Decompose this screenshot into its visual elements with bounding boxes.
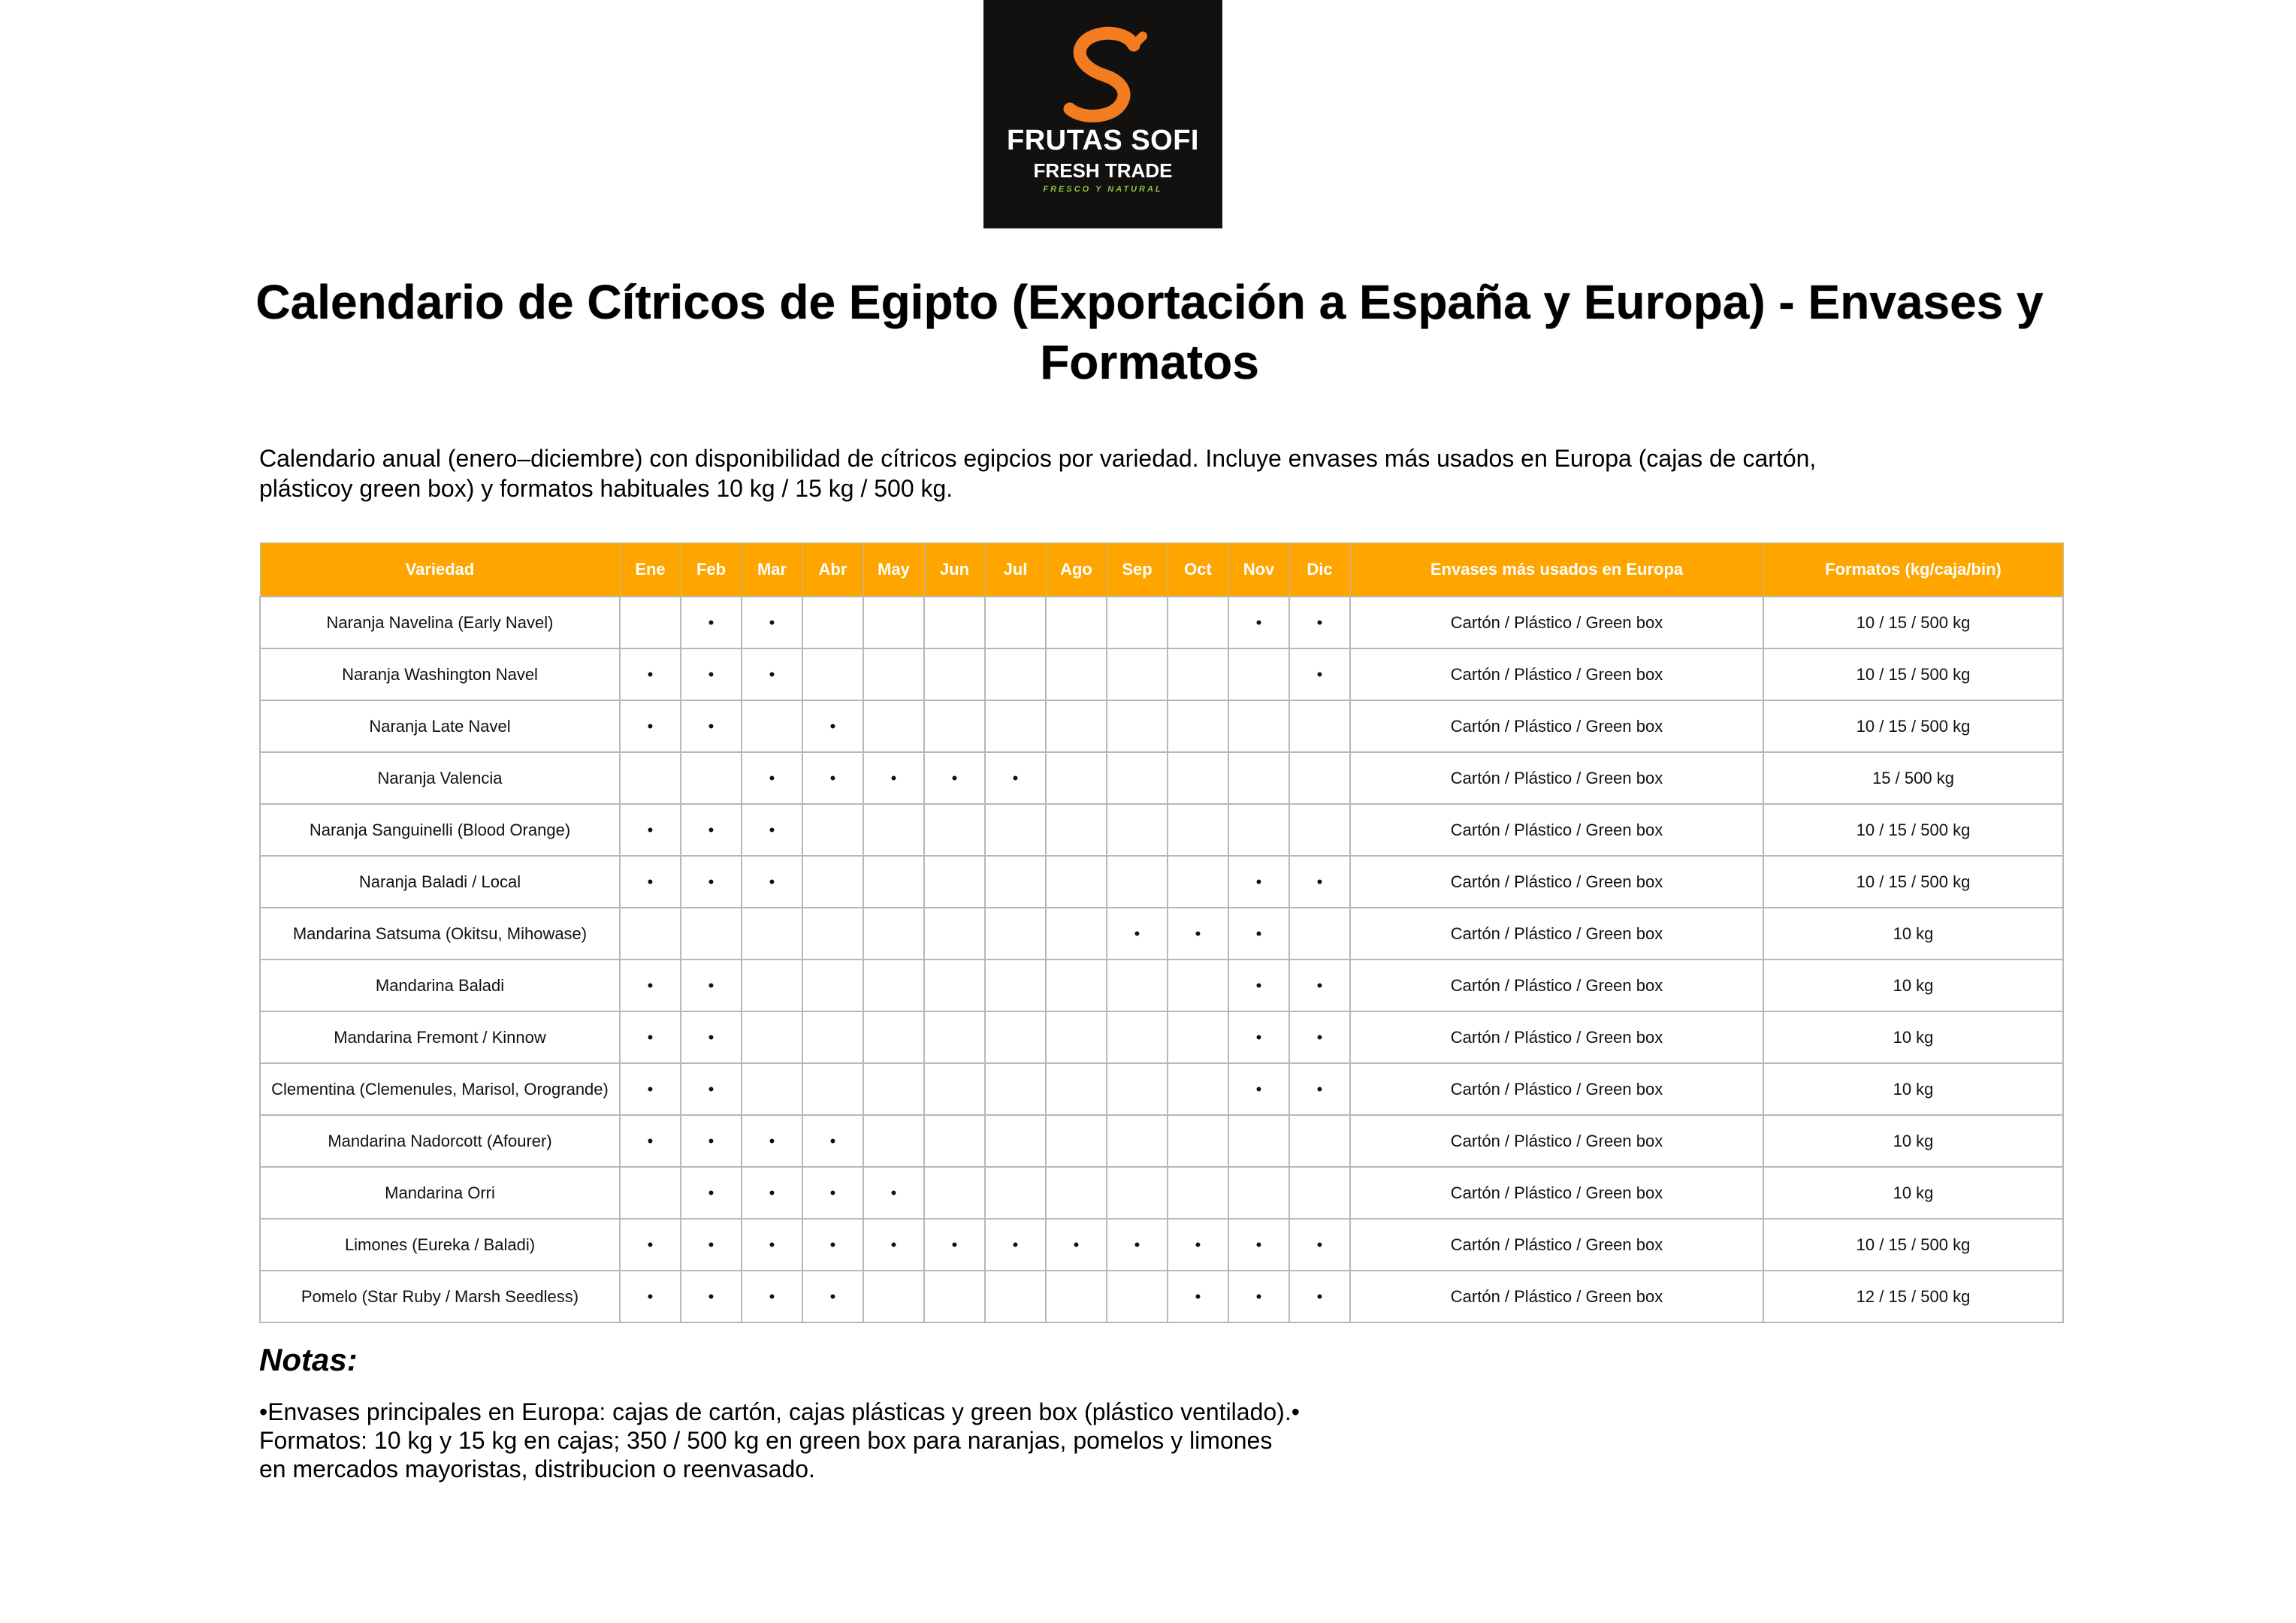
table-row — [260, 700, 2063, 752]
month-cell — [1107, 804, 1168, 856]
month-cell: • — [1289, 1011, 1350, 1063]
month-cell: • — [924, 1219, 985, 1271]
header-month: Ago — [1046, 543, 1107, 597]
month-cell — [802, 804, 863, 856]
month-cell — [1107, 960, 1168, 1011]
packaging-cell: Cartón / Plástico / Green box — [1350, 856, 1763, 908]
company-logo — [983, 0, 1222, 228]
month-cell: • — [620, 1219, 681, 1271]
month-cell: • — [1107, 908, 1168, 960]
month-cell — [985, 960, 1046, 1011]
month-cell — [802, 856, 863, 908]
month-cell — [1046, 908, 1107, 960]
header-variety: Variedad — [260, 543, 620, 597]
month-cell: • — [1228, 1011, 1289, 1063]
notes-body — [259, 1398, 1401, 1483]
packaging-cell: Cartón / Plástico / Green box — [1350, 1063, 1763, 1115]
header-month: Feb — [681, 543, 742, 597]
header-month: Jun — [924, 543, 985, 597]
month-cell: • — [985, 752, 1046, 804]
formats-cell: 10 / 15 / 500 kg — [1763, 1219, 2063, 1271]
header-month: Oct — [1168, 543, 1228, 597]
month-cell — [742, 908, 802, 960]
month-cell — [985, 700, 1046, 752]
formats-cell: 10 / 15 / 500 kg — [1763, 648, 2063, 700]
month-cell — [1046, 804, 1107, 856]
table-row — [260, 597, 2063, 648]
month-cell: • — [681, 1115, 742, 1167]
month-cell — [1289, 700, 1350, 752]
month-cell: • — [620, 648, 681, 700]
month-cell — [620, 752, 681, 804]
month-cell: • — [924, 752, 985, 804]
notes-line: en mercados mayoristas, distribucion o reenvasado. — [259, 1455, 815, 1482]
month-cell — [985, 1271, 1046, 1322]
table-row — [260, 908, 2063, 960]
month-cell: • — [1168, 1219, 1228, 1271]
citrus-calendar-table — [259, 543, 2064, 1323]
month-cell: • — [1289, 1063, 1350, 1115]
month-cell — [924, 1271, 985, 1322]
variety-cell: Mandarina Satsuma (Okitsu, Mihowase) — [260, 908, 620, 960]
variety-cell: Clementina (Clemenules, Marisol, Orogrande) — [260, 1063, 620, 1115]
month-cell: • — [620, 1063, 681, 1115]
variety-cell: Mandarina Nadorcott (Afourer) — [260, 1115, 620, 1167]
month-cell — [1107, 1011, 1168, 1063]
month-cell — [742, 1011, 802, 1063]
month-cell — [802, 597, 863, 648]
variety-cell: Naranja Late Navel — [260, 700, 620, 752]
month-cell — [1289, 1167, 1350, 1219]
month-cell: • — [1228, 856, 1289, 908]
month-cell — [1228, 804, 1289, 856]
variety-cell: Naranja Navelina (Early Navel) — [260, 597, 620, 648]
month-cell: • — [1289, 856, 1350, 908]
month-cell: • — [1228, 908, 1289, 960]
month-cell: • — [681, 1063, 742, 1115]
month-cell — [924, 700, 985, 752]
month-cell — [742, 960, 802, 1011]
month-cell — [1168, 960, 1228, 1011]
month-cell — [1289, 908, 1350, 960]
month-cell: • — [1289, 648, 1350, 700]
header-month: May — [863, 543, 924, 597]
variety-cell: Naranja Baladi / Local — [260, 856, 620, 908]
month-cell: • — [1228, 960, 1289, 1011]
month-cell: • — [1289, 1219, 1350, 1271]
month-cell — [1107, 648, 1168, 700]
formats-cell: 10 kg — [1763, 1115, 2063, 1167]
packaging-cell: Cartón / Plástico / Green box — [1350, 804, 1763, 856]
table-row — [260, 1063, 2063, 1115]
notes-line: •Envases principales en Europa: cajas de cartón, cajas plásticas y green box (plástico ventilado).• — [259, 1398, 1300, 1425]
month-cell — [1168, 1011, 1228, 1063]
month-cell — [620, 597, 681, 648]
month-cell: • — [620, 1011, 681, 1063]
month-cell: • — [620, 1271, 681, 1322]
packaging-cell: Cartón / Plástico / Green box — [1350, 908, 1763, 960]
month-cell: • — [742, 856, 802, 908]
month-cell: • — [681, 1011, 742, 1063]
month-cell — [863, 597, 924, 648]
variety-cell: Naranja Washington Navel — [260, 648, 620, 700]
month-cell — [1107, 856, 1168, 908]
month-cell: • — [863, 1219, 924, 1271]
table-row — [260, 648, 2063, 700]
month-cell — [924, 648, 985, 700]
month-cell: • — [681, 1271, 742, 1322]
month-cell — [863, 700, 924, 752]
intro-paragraph: Calendario anual (enero–diciembre) con disponibilidad de cítricos egipcios por variedad. Incluye envases más usados en Europa (cajas de cartón, plásticoy green box) y formatos habituales 10 kg / 15 kg / 500 kg. — [259, 445, 1817, 502]
month-cell — [924, 856, 985, 908]
month-cell — [1107, 700, 1168, 752]
formats-cell: 10 kg — [1763, 960, 2063, 1011]
month-cell — [985, 1167, 1046, 1219]
month-cell: • — [620, 700, 681, 752]
month-cell — [1046, 1115, 1107, 1167]
formats-cell: 15 / 500 kg — [1763, 752, 2063, 804]
formats-cell: 12 / 15 / 500 kg — [1763, 1271, 2063, 1322]
month-cell: • — [620, 1115, 681, 1167]
month-cell: • — [742, 1115, 802, 1167]
month-cell — [863, 1115, 924, 1167]
month-cell: • — [1228, 1063, 1289, 1115]
month-cell — [1228, 648, 1289, 700]
month-cell — [1168, 752, 1228, 804]
month-cell — [802, 960, 863, 1011]
table-row — [260, 1167, 2063, 1219]
formats-cell: 10 kg — [1763, 1167, 2063, 1219]
month-cell — [985, 1063, 1046, 1115]
month-cell — [985, 804, 1046, 856]
month-cell — [1046, 752, 1107, 804]
header-month: Mar — [742, 543, 802, 597]
month-cell — [1107, 752, 1168, 804]
month-cell: • — [1228, 1219, 1289, 1271]
month-cell: • — [681, 960, 742, 1011]
month-cell — [924, 1115, 985, 1167]
month-cell: • — [802, 752, 863, 804]
month-cell — [924, 597, 985, 648]
month-cell: • — [863, 752, 924, 804]
formats-cell: 10 / 15 / 500 kg — [1763, 856, 2063, 908]
month-cell — [924, 908, 985, 960]
header-month: Ene — [620, 543, 681, 597]
month-cell — [1107, 1115, 1168, 1167]
month-cell — [1168, 1063, 1228, 1115]
table-row — [260, 1219, 2063, 1271]
formats-cell: 10 kg — [1763, 908, 2063, 960]
month-cell — [1228, 1167, 1289, 1219]
month-cell — [1168, 1167, 1228, 1219]
month-cell — [863, 1271, 924, 1322]
month-cell: • — [742, 1271, 802, 1322]
month-cell — [1107, 597, 1168, 648]
formats-cell: 10 / 15 / 500 kg — [1763, 700, 2063, 752]
month-cell — [985, 648, 1046, 700]
month-cell — [863, 648, 924, 700]
month-cell — [985, 1011, 1046, 1063]
month-cell: • — [1168, 1271, 1228, 1322]
variety-cell: Mandarina Orri — [260, 1167, 620, 1219]
header-month: Sep — [1107, 543, 1168, 597]
month-cell — [1228, 752, 1289, 804]
table-row — [260, 960, 2063, 1011]
month-cell: • — [681, 1167, 742, 1219]
month-cell — [1168, 648, 1228, 700]
table-row — [260, 804, 2063, 856]
month-cell: • — [681, 597, 742, 648]
month-cell — [1046, 960, 1107, 1011]
month-cell — [1046, 1063, 1107, 1115]
month-cell: • — [681, 700, 742, 752]
month-cell: • — [863, 1167, 924, 1219]
month-cell: • — [1289, 1271, 1350, 1322]
month-cell — [1046, 1271, 1107, 1322]
month-cell: • — [742, 1167, 802, 1219]
month-cell: • — [1168, 908, 1228, 960]
month-cell: • — [681, 648, 742, 700]
page-title: Calendario de Cítricos de Egipto (Exportación a España y Europa) - Envases y Formatos — [255, 275, 2044, 389]
month-cell — [863, 1063, 924, 1115]
month-cell: • — [1046, 1219, 1107, 1271]
table-body — [260, 597, 2063, 1322]
month-cell — [985, 597, 1046, 648]
month-cell — [1046, 700, 1107, 752]
logo-s-icon — [983, 0, 1222, 128]
month-cell: • — [1228, 597, 1289, 648]
table-header-row — [260, 543, 2063, 597]
variety-cell: Mandarina Baladi — [260, 960, 620, 1011]
month-cell: • — [681, 804, 742, 856]
month-cell — [1168, 856, 1228, 908]
table-row — [260, 1115, 2063, 1167]
month-cell — [1046, 1167, 1107, 1219]
variety-cell: Mandarina Fremont / Kinnow — [260, 1011, 620, 1063]
month-cell — [1107, 1167, 1168, 1219]
month-cell — [1046, 597, 1107, 648]
month-cell — [1228, 700, 1289, 752]
variety-cell: Naranja Sanguinelli (Blood Orange) — [260, 804, 620, 856]
month-cell: • — [1289, 597, 1350, 648]
month-cell — [924, 1063, 985, 1115]
month-cell — [924, 960, 985, 1011]
month-cell — [1289, 752, 1350, 804]
table-row — [260, 1011, 2063, 1063]
month-cell — [985, 908, 1046, 960]
month-cell: • — [802, 700, 863, 752]
month-cell: • — [1107, 1219, 1168, 1271]
header-formats: Formatos (kg/caja/bin) — [1763, 543, 2063, 597]
month-cell — [681, 908, 742, 960]
month-cell: • — [802, 1219, 863, 1271]
packaging-cell: Cartón / Plástico / Green box — [1350, 752, 1763, 804]
month-cell — [1046, 856, 1107, 908]
month-cell — [802, 1063, 863, 1115]
packaging-cell: Cartón / Plástico / Green box — [1350, 1167, 1763, 1219]
month-cell — [1046, 648, 1107, 700]
month-cell — [742, 700, 802, 752]
formats-cell: 10 kg — [1763, 1011, 2063, 1063]
packaging-cell: Cartón / Plástico / Green box — [1350, 960, 1763, 1011]
formats-cell: 10 / 15 / 500 kg — [1763, 597, 2063, 648]
month-cell: • — [620, 804, 681, 856]
month-cell — [985, 1115, 1046, 1167]
packaging-cell: Cartón / Plástico / Green box — [1350, 1115, 1763, 1167]
month-cell — [681, 752, 742, 804]
logo-subtitle: FRESH TRADE — [1033, 159, 1173, 182]
month-cell: • — [985, 1219, 1046, 1271]
packaging-cell: Cartón / Plástico / Green box — [1350, 597, 1763, 648]
month-cell — [1168, 700, 1228, 752]
header-packaging: Envases más usados en Europa — [1350, 543, 1763, 597]
month-cell: • — [742, 597, 802, 648]
month-cell: • — [802, 1115, 863, 1167]
packaging-cell: Cartón / Plástico / Green box — [1350, 648, 1763, 700]
month-cell — [802, 908, 863, 960]
packaging-cell: Cartón / Plástico / Green box — [1350, 1271, 1763, 1322]
month-cell — [985, 856, 1046, 908]
formats-cell: 10 kg — [1763, 1063, 2063, 1115]
logo-name: FRUTAS SOFI — [1006, 125, 1199, 156]
packaging-cell: Cartón / Plástico / Green box — [1350, 1011, 1763, 1063]
month-cell — [924, 804, 985, 856]
month-cell: • — [742, 752, 802, 804]
header-month: Abr — [802, 543, 863, 597]
month-cell — [1107, 1063, 1168, 1115]
variety-cell: Pomelo (Star Ruby / Marsh Seedless) — [260, 1271, 620, 1322]
month-cell — [1046, 1011, 1107, 1063]
month-cell — [863, 1011, 924, 1063]
month-cell — [1168, 1115, 1228, 1167]
month-cell: • — [620, 960, 681, 1011]
month-cell: • — [742, 1219, 802, 1271]
month-cell — [863, 908, 924, 960]
month-cell — [863, 960, 924, 1011]
month-cell: • — [1228, 1271, 1289, 1322]
month-cell — [863, 804, 924, 856]
packaging-cell: Cartón / Plástico / Green box — [1350, 700, 1763, 752]
table-row — [260, 752, 2063, 804]
month-cell: • — [802, 1167, 863, 1219]
month-cell — [924, 1011, 985, 1063]
variety-cell: Naranja Valencia — [260, 752, 620, 804]
month-cell: • — [802, 1271, 863, 1322]
month-cell — [742, 1063, 802, 1115]
month-cell — [863, 856, 924, 908]
month-cell: • — [620, 856, 681, 908]
month-cell — [924, 1167, 985, 1219]
month-cell — [802, 648, 863, 700]
month-cell — [1228, 1115, 1289, 1167]
month-cell: • — [681, 1219, 742, 1271]
notes-line: Formatos: 10 kg y 15 kg en cajas; 350 / 500 kg en green box para naranjas, pomelos y limones — [259, 1427, 1273, 1454]
table-row — [260, 1271, 2063, 1322]
header-month: Dic — [1289, 543, 1350, 597]
logo-tagline: FRESCO Y NATURAL — [1043, 185, 1163, 194]
month-cell: • — [1289, 960, 1350, 1011]
notes-title: Notas: — [259, 1342, 358, 1377]
table-row — [260, 856, 2063, 908]
month-cell — [1168, 597, 1228, 648]
month-cell — [802, 1011, 863, 1063]
month-cell: • — [742, 804, 802, 856]
month-cell — [1107, 1271, 1168, 1322]
month-cell — [1168, 804, 1228, 856]
packaging-cell: Cartón / Plástico / Green box — [1350, 1219, 1763, 1271]
month-cell: • — [742, 648, 802, 700]
month-cell — [620, 908, 681, 960]
header-month: Nov — [1228, 543, 1289, 597]
month-cell — [1289, 1115, 1350, 1167]
month-cell — [620, 1167, 681, 1219]
month-cell — [1289, 804, 1350, 856]
header-month: Jul — [985, 543, 1046, 597]
variety-cell: Limones (Eureka / Baladi) — [260, 1219, 620, 1271]
month-cell: • — [681, 856, 742, 908]
formats-cell: 10 / 15 / 500 kg — [1763, 804, 2063, 856]
